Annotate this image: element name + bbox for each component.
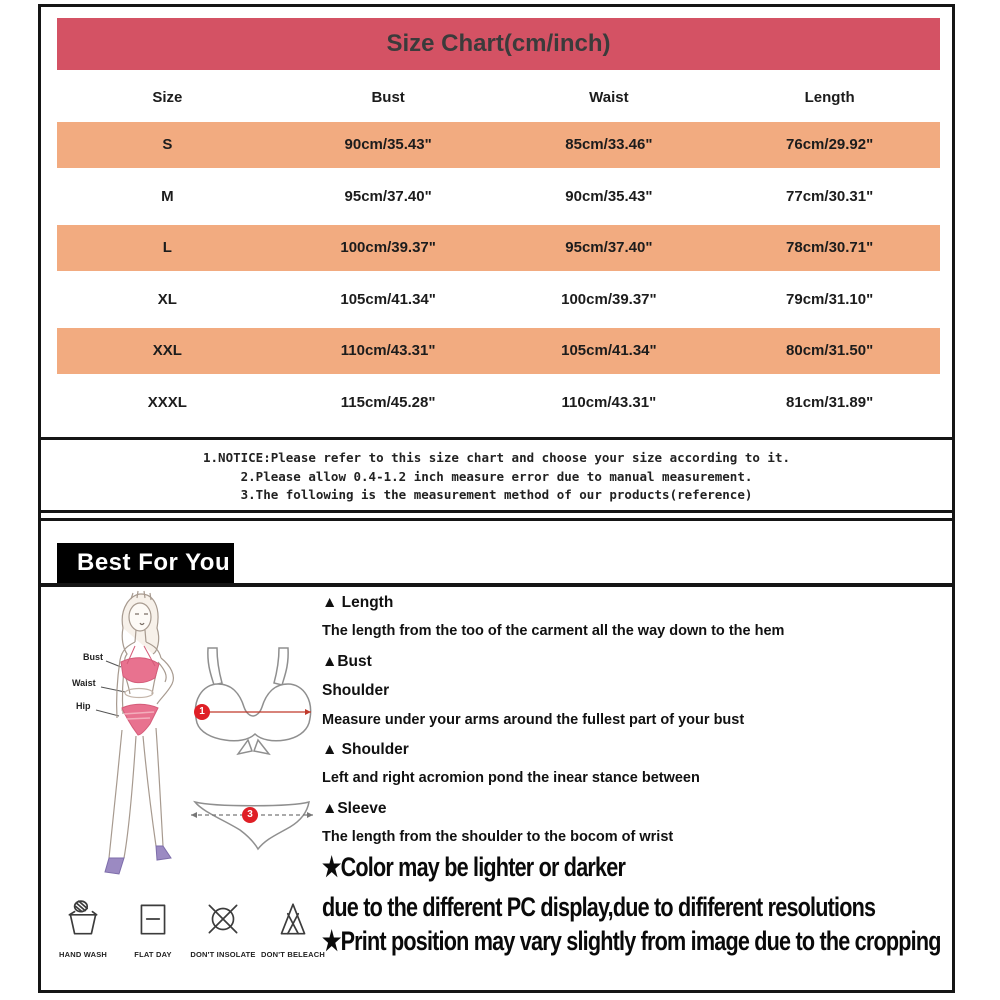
waist-cell: 90cm/35.43" (565, 187, 653, 205)
measure-body: The length from the too of the carment all the way down to the hem (322, 623, 785, 640)
flat-day-icon (132, 898, 174, 940)
figure-label-waist: Waist (72, 678, 96, 688)
bust-measure-marker: 1 (194, 704, 210, 720)
table-row (57, 119, 940, 171)
bust-cell: 115cm/45.28" (340, 393, 436, 411)
table-row (57, 222, 940, 274)
panty-measure-marker: 3 (242, 807, 258, 823)
length-cell: 81cm/31.89" (786, 393, 874, 411)
care-label: DON'T INSOLATE (190, 950, 256, 959)
table-row (57, 377, 940, 429)
notice-line: 1.NOTICE:Please refer to this size chart and choose your size according to it. (203, 450, 790, 465)
bra-diagram-sketch (195, 648, 310, 754)
length-cell: 79cm/31.10" (786, 290, 874, 308)
figure-label-bust: Bust (83, 652, 103, 662)
dont-beleach-icon (272, 898, 314, 940)
length-cell: 80cm/31.50" (786, 342, 874, 360)
warning-print: ★Print position may vary slightly from image due to the cropping (322, 926, 941, 956)
length-cell: 78cm/30.71" (786, 239, 874, 257)
measurement-illustration (45, 590, 320, 885)
notice-line: 2.Please allow 0.4-1.2 inch measure error due to manual measurement. (240, 468, 753, 484)
care-instructions (52, 898, 324, 959)
measure-heading: ▲Sleeve (322, 799, 387, 817)
table-header-row (57, 78, 940, 116)
care-label: HAND WASH (58, 950, 108, 959)
measure-heading: Shoulder (322, 682, 390, 700)
care-label: FLAT DAY (134, 950, 172, 959)
size-cell: XXXL (147, 393, 187, 411)
column-header-waist: Waist (589, 88, 629, 106)
hand-wash-icon (62, 898, 104, 940)
bust-cell: 105cm/41.34" (340, 290, 436, 308)
column-header-length: Length (804, 88, 855, 106)
length-cell: 77cm/30.31" (786, 187, 874, 205)
measure-body: The length from the shoulder to the bocom of wrist (322, 829, 674, 846)
notice-line: 3.The following is the measurement method of our products(reference) (240, 487, 753, 502)
column-header-bust: Bust (371, 88, 405, 106)
measure-heading: ▲ Length (322, 594, 394, 611)
waist-cell: 105cm/41.34" (561, 342, 657, 360)
care-item (52, 898, 114, 959)
measure-body: Left and right acromion pond the inear stance between (322, 770, 700, 787)
bust-cell: 100cm/39.37" (340, 239, 436, 257)
bust-cell: 95cm/37.40" (344, 187, 432, 205)
waist-cell: 100cm/39.37" (561, 290, 657, 308)
figure-label-hip: Hip (76, 701, 91, 711)
care-label: DON'T BELEACH (261, 950, 325, 959)
size-cell: XXL (152, 342, 182, 360)
size-table (57, 119, 940, 428)
bust-cell: 110cm/43.31" (340, 342, 436, 360)
waist-cell: 85cm/33.46" (565, 136, 653, 154)
size-cell: XL (157, 290, 177, 308)
table-row (57, 274, 940, 326)
waist-cell: 95cm/37.40" (565, 239, 653, 257)
column-header-size: Size (152, 88, 183, 106)
notice-box (41, 437, 952, 513)
best-for-you-banner: Best For You (57, 543, 234, 583)
size-cell: M (161, 187, 174, 205)
warning-color: ★Color may be lighter or darker (322, 852, 626, 882)
bust-cell: 90cm/35.43" (344, 136, 432, 154)
length-cell: 76cm/29.92" (786, 136, 874, 154)
size-cell: L (162, 239, 172, 257)
banner-rule (41, 583, 952, 587)
warning-display: due to the different PC display,due to dififerent resolutions (322, 892, 876, 922)
section-divider (41, 518, 952, 521)
page-title: Size Chart(cm/inch) (57, 18, 940, 70)
care-item (192, 898, 254, 959)
measure-body: Measure under your arms around the fullest part of your bust (322, 711, 745, 728)
waist-cell: 110cm/43.31" (561, 393, 657, 411)
table-row (57, 171, 940, 223)
care-item (262, 898, 324, 959)
care-item (122, 898, 184, 959)
dont-insolate-icon (202, 898, 244, 940)
measure-heading: ▲ Shoulder (322, 740, 409, 758)
table-row (57, 325, 940, 377)
size-cell: S (162, 136, 173, 154)
measure-heading: ▲Bust (322, 652, 372, 670)
measure-descriptions (322, 588, 954, 853)
